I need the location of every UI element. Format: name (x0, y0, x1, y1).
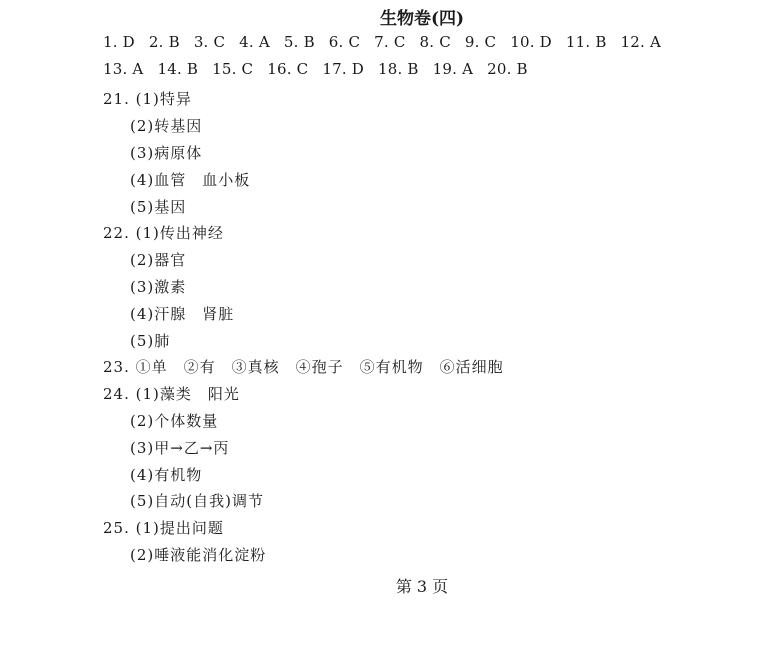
answer-21-1: 21. (1)特异 (103, 90, 192, 108)
page-number: 第 3 页 (395, 577, 449, 596)
answer-25-1: 25. (1)提出问题 (103, 519, 224, 537)
mc-answer: 7. C (374, 33, 406, 51)
multiple-choice-row-2 (103, 60, 542, 78)
mc-answer: 4. A (239, 33, 270, 51)
answer-22-4: (4)汗腺 肾脏 (130, 305, 235, 323)
mc-answer: 10. D (510, 33, 552, 51)
answer-22-5: (5)肺 (130, 332, 171, 350)
answer-24-3: (3)甲→乙→丙 (130, 439, 230, 457)
mc-answer: 11. B (565, 33, 607, 51)
answer-24-1: 24. (1)藻类 阳光 (103, 385, 240, 403)
mc-answer: 2. B (148, 33, 180, 51)
multiple-choice-row-1 (103, 33, 675, 51)
mc-answer: 13. A (103, 60, 144, 78)
mc-answer: 6. C (328, 33, 361, 51)
mc-answer: 14. B (157, 60, 199, 78)
mc-answer: 3. C (193, 33, 226, 51)
mc-answer: 17. D (322, 60, 364, 78)
page-title: 生物卷(四) (379, 9, 465, 29)
mc-answer: 20. B (487, 60, 528, 78)
mc-answer: 12. A (620, 33, 662, 51)
answer-22-2: (2)器官 (130, 251, 187, 269)
answer-24-2: (2)个体数量 (130, 412, 219, 430)
mc-answer: 1. D (103, 33, 135, 51)
answer-22-1: 22. (1)传出神经 (103, 224, 224, 242)
answer-21-2: (2)转基因 (130, 117, 203, 135)
answer-23: 23. ①单 ②有 ③真核 ④孢子 ⑤有机物 ⑥活细胞 (103, 358, 504, 376)
mc-answer: 19. A (432, 60, 474, 78)
mc-answer: 16. C (267, 60, 309, 78)
answer-25-2: (2)唾液能消化淀粉 (130, 546, 267, 564)
mc-answer: 9. C (464, 33, 497, 51)
answer-22-3: (3)激素 (130, 278, 187, 296)
mc-answer: 18. B (378, 60, 419, 78)
mc-answer: 5. B (283, 33, 315, 51)
answer-21-3: (3)病原体 (130, 144, 203, 162)
mc-answer: 15. C (212, 60, 254, 78)
answer-21-4: (4)血管 血小板 (130, 171, 251, 189)
answer-21-5: (5)基因 (130, 198, 187, 216)
answer-24-4: (4)有机物 (130, 466, 203, 484)
mc-answer: 8. C (419, 33, 451, 51)
answer-24-5: (5)自动(自我)调节 (130, 492, 264, 510)
